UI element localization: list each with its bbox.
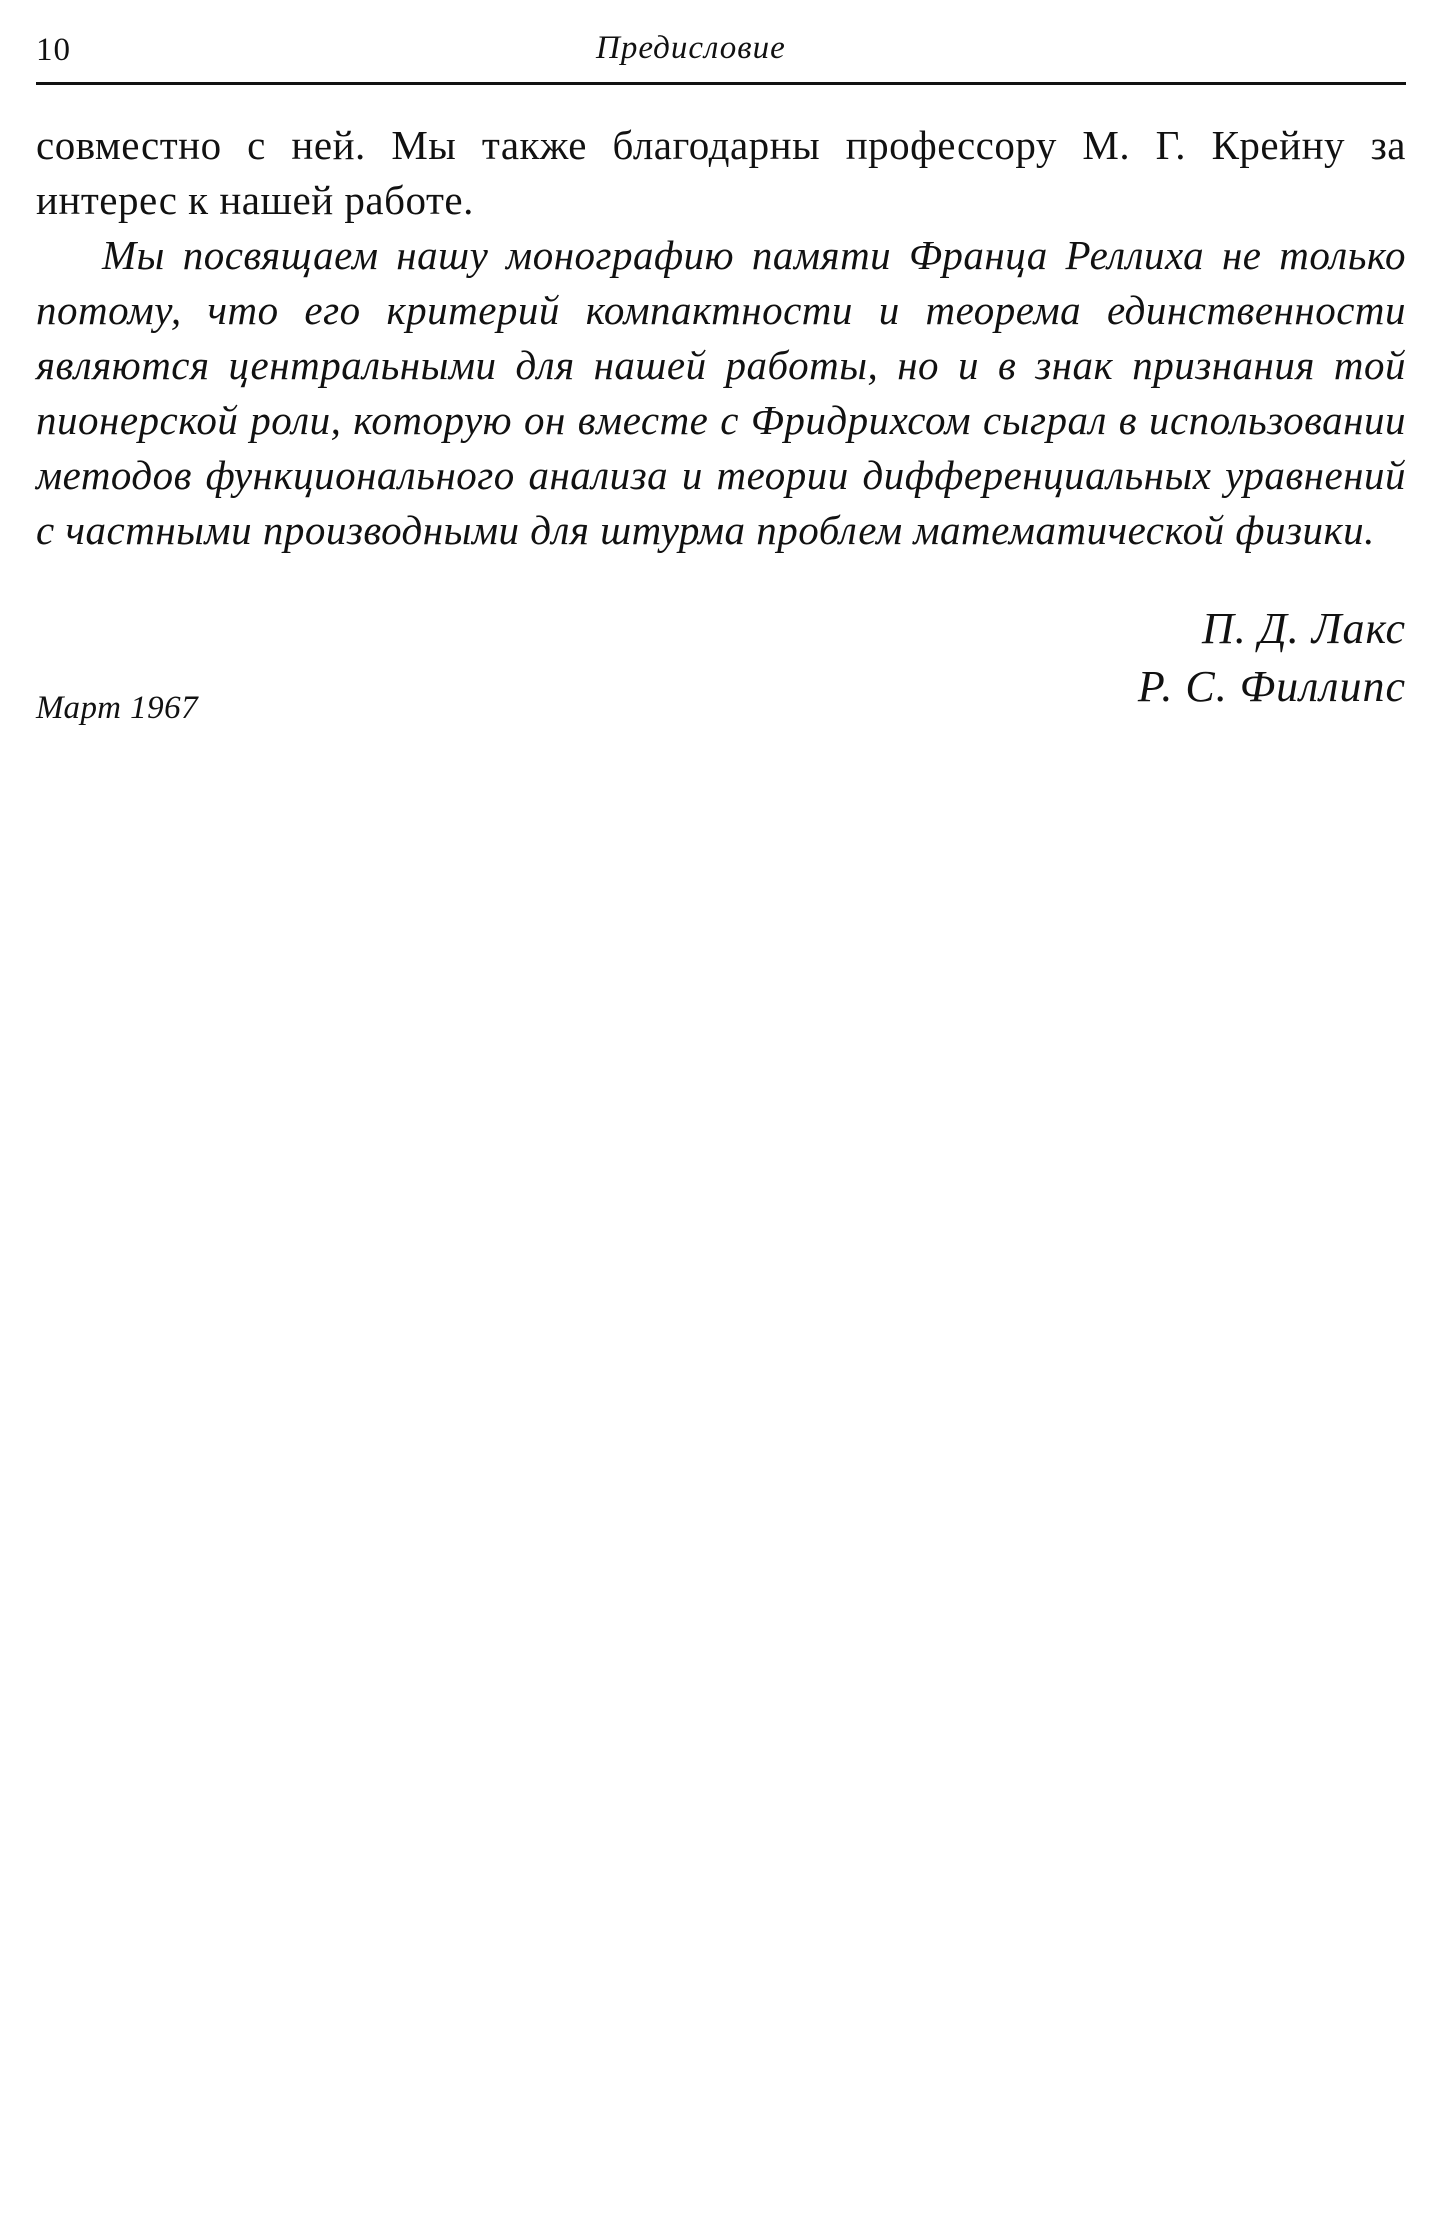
page-number: 10 [36,32,71,68]
paragraph-dedication: Мы посвящаем нашу монографию памяти Франца Реллиха не только потому, что его критерий компактности и теорема единственности являются центральными для нашей работы, но и в знак признания той пионерской роли, которую он вместе с Фридрихсом сыграл в использовании методов функционального анализа и теории дифференциальных уравнений с частными производными для штурма проблем математической физики. [36,232,1406,553]
author-lax: П. Д. Лакс [1201,604,1406,653]
author-signatures [1138,600,1406,716]
header-rule [36,82,1406,85]
paragraph-acknowledgement: совместно с ней. Мы также благодарны профессору М. Г. Крейну за интерес к нашей работе. [36,122,1406,223]
book-page [36,0,1406,2238]
preface-date: Март 1967 [36,690,199,726]
running-head [36,30,1406,80]
preface-body [36,118,1406,558]
running-title: Предисловие [596,30,786,66]
author-phillips: Р. С. Филлипс [1137,662,1406,711]
